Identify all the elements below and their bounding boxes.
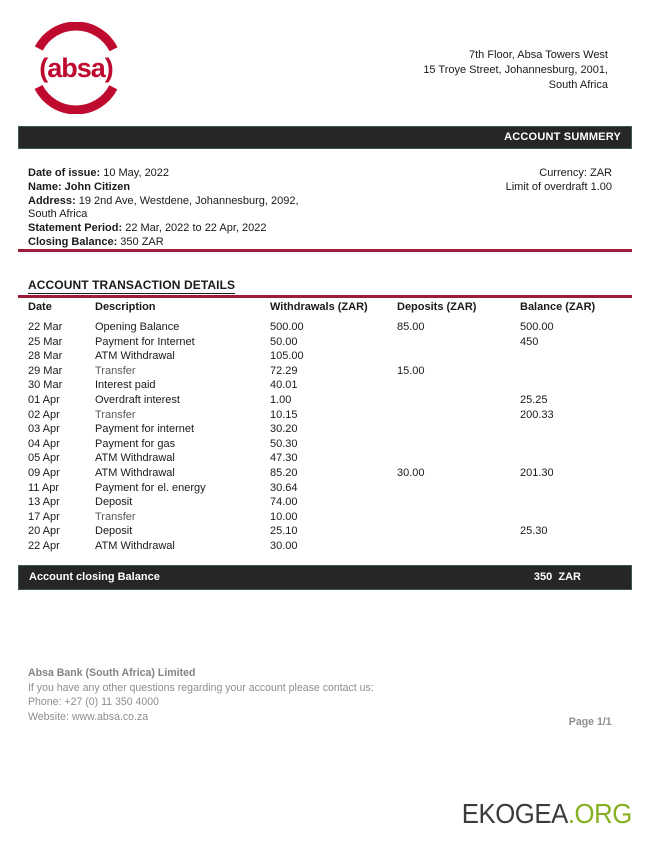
footer-bank-name: Absa Bank (South Africa) Limited	[28, 667, 196, 679]
cell-withdrawal: 50.00	[270, 335, 298, 348]
cell-balance	[520, 378, 632, 393]
table-row	[28, 378, 632, 393]
cell-date: 20 Apr	[28, 525, 60, 538]
table-row	[28, 466, 632, 481]
cell-deposit	[397, 524, 520, 539]
cell-date: 28 Mar	[28, 350, 63, 363]
table-row	[28, 408, 632, 423]
cell-balance: 201.30	[520, 466, 554, 479]
cell-balance	[520, 349, 632, 364]
cell-deposit	[397, 481, 520, 496]
cell-date: 11 Apr	[28, 481, 59, 494]
cell-balance: 25.25	[520, 393, 548, 406]
cell-withdrawal: 30.64	[270, 481, 298, 494]
cell-date: 30 Mar	[28, 379, 63, 392]
account-summary-bar-label: ACCOUNT SUMMERY	[504, 131, 621, 143]
cell-description: Payment for Internet	[95, 335, 195, 348]
column-header-deposits: Deposits (ZAR)	[397, 301, 477, 313]
footer-phone: Phone: +27 (0) 11 350 4000	[28, 696, 160, 708]
cell-withdrawal: 10.15	[270, 408, 298, 421]
bank-address-line: 15 Troye Street, Johannesburg, 2001,	[423, 64, 608, 76]
cell-withdrawal: 85.20	[270, 466, 298, 479]
cell-description: ATM Withdrawal	[95, 539, 175, 552]
currency-value: Currency: ZAR	[539, 167, 612, 179]
table-header-row	[28, 301, 632, 313]
name-value: John Citizen	[61, 180, 131, 193]
absa-logo-text: (absa)	[39, 52, 113, 83]
bank-address-line: 7th Floor, Absa Towers West	[469, 49, 608, 61]
cell-description: Payment for internet	[95, 423, 195, 436]
cell-deposit	[397, 378, 520, 393]
table-row	[28, 422, 632, 437]
statement-footer	[28, 666, 374, 724]
column-header-description: Description	[95, 301, 156, 313]
cell-description: Deposit	[95, 525, 133, 538]
cell-balance	[520, 364, 632, 379]
table-row	[28, 481, 632, 496]
cell-description: Overdraft interest	[95, 393, 180, 406]
cell-withdrawal: 47.30	[270, 452, 298, 465]
address-label: Address:	[28, 194, 76, 207]
absa-logo	[30, 22, 122, 114]
watermark-name: EKOGEA	[461, 798, 569, 829]
cell-description: Transfer	[95, 510, 136, 523]
name-row	[28, 181, 448, 195]
date-of-issue-value: 10 May, 2022	[100, 167, 170, 179]
cell-date: 13 Apr	[28, 496, 60, 509]
cell-date: 22 Apr	[28, 539, 60, 552]
cell-withdrawal: 40.01	[270, 379, 298, 392]
cell-deposit	[397, 335, 520, 350]
table-row	[28, 495, 632, 510]
address-value: 19 2nd Ave, Westdene, Johannesburg, 2092,	[75, 194, 299, 207]
closing-balance-row	[28, 236, 448, 250]
cell-description: Transfer	[95, 408, 136, 421]
cell-balance	[520, 451, 632, 466]
cell-balance: 500.00	[520, 321, 554, 333]
cell-description: ATM Withdrawal	[95, 452, 175, 465]
cell-description: ATM Withdrawal	[95, 350, 175, 363]
name-label: Name:	[28, 180, 62, 193]
table-row	[28, 524, 632, 539]
cell-withdrawal: 50.30	[270, 437, 298, 450]
cell-description: Deposit	[95, 496, 133, 509]
cell-date: 01 Apr	[28, 393, 60, 406]
cell-description: Transfer	[95, 364, 136, 377]
cell-date: 17 Apr	[28, 510, 60, 523]
table-row	[28, 320, 632, 335]
ekogea-watermark	[462, 798, 632, 830]
column-header-date: Date	[28, 301, 52, 313]
cell-balance	[520, 422, 632, 437]
cell-balance	[520, 495, 632, 510]
cell-balance: 450	[520, 335, 539, 348]
statement-summary	[28, 167, 448, 250]
watermark-tld: .ORG	[568, 798, 632, 829]
cell-description: Payment for gas	[95, 437, 176, 450]
cell-withdrawal: 74.00	[270, 496, 298, 509]
address-row-2: South Africa	[28, 208, 88, 221]
cell-withdrawal: 30.20	[270, 423, 298, 436]
cell-deposit: 30.00	[397, 466, 425, 479]
cell-deposit: 15.00	[397, 364, 425, 377]
footer-contact-line: If you have any other questions regarding your account please contact us:	[28, 681, 374, 694]
cell-withdrawal: 105.00	[270, 350, 304, 363]
cell-deposit	[397, 451, 520, 466]
page-number: Page 1/1	[569, 716, 612, 728]
cell-balance: 25.30	[520, 525, 548, 538]
column-header-withdrawals: Withdrawals (ZAR)	[270, 301, 368, 313]
statement-period-row	[28, 222, 448, 236]
cell-withdrawal: 25.10	[270, 525, 298, 538]
cell-date: 25 Mar	[28, 335, 63, 348]
cell-description: Payment for el. energy	[95, 481, 206, 494]
column-header-balance: Balance (ZAR)	[520, 301, 596, 313]
statement-period-value: 22 Mar, 2022 to 22 Apr, 2022	[122, 222, 267, 235]
cell-deposit	[397, 539, 520, 554]
closing-bar-label: Account closing Balance	[29, 571, 160, 583]
cell-balance	[520, 539, 632, 554]
cell-deposit	[397, 408, 520, 423]
cell-withdrawal: 10.00	[270, 510, 298, 523]
cell-deposit	[397, 393, 520, 408]
address-row	[28, 195, 448, 209]
cell-date: 05 Apr	[28, 452, 60, 465]
date-of-issue-label: Date of issue:	[28, 167, 101, 179]
account-summary-bar	[18, 126, 632, 149]
table-row	[28, 510, 632, 525]
table-row	[28, 364, 632, 379]
cell-deposit	[397, 510, 520, 525]
cell-balance: 200.33	[520, 408, 554, 421]
cell-balance	[520, 437, 632, 452]
cell-balance	[520, 481, 632, 496]
footer-website: Website: www.absa.co.za	[28, 710, 149, 723]
closing-bar-amount: 350 ZAR	[533, 571, 581, 583]
cell-date: 02 Apr	[28, 408, 60, 421]
overdraft-limit: Limit of overdraft 1.00	[505, 180, 612, 193]
cell-balance	[520, 510, 632, 525]
cell-deposit	[397, 495, 520, 510]
cell-date: 04 Apr	[28, 437, 60, 450]
cell-date: 29 Mar	[28, 364, 63, 377]
table-row	[28, 539, 632, 554]
table-row	[28, 349, 632, 364]
cell-withdrawal: 72.29	[270, 364, 298, 377]
statement-period-label: Statement Period:	[28, 222, 123, 235]
closing-balance-value: 350 ZAR	[117, 235, 164, 248]
closing-balance-label: Closing Balance:	[28, 235, 118, 248]
divider-line	[18, 295, 632, 298]
cell-description: Opening Balance	[95, 321, 180, 333]
cell-deposit	[397, 349, 520, 364]
date-of-issue-row	[28, 167, 448, 181]
table-row	[28, 335, 632, 350]
table-row	[28, 451, 632, 466]
cell-date: 03 Apr	[28, 423, 60, 436]
bank-address-block	[423, 48, 608, 93]
table-row	[28, 393, 632, 408]
cell-withdrawal: 1.00	[270, 393, 292, 406]
currency-block	[506, 167, 612, 195]
transactions-title: ACCOUNT TRANSACTION DETAILS	[28, 278, 236, 292]
cell-deposit	[397, 422, 520, 437]
cell-description: ATM Withdrawal	[95, 466, 175, 479]
cell-date: 22 Mar	[28, 321, 63, 333]
table-row	[28, 437, 632, 452]
transaction-rows	[28, 320, 632, 554]
cell-withdrawal: 30.00	[270, 539, 298, 552]
divider-line	[18, 249, 632, 252]
cell-deposit	[397, 437, 520, 452]
cell-description: Interest paid	[95, 379, 156, 392]
cell-date: 09 Apr	[28, 466, 60, 479]
cell-deposit: 85.00	[397, 321, 425, 333]
cell-withdrawal: 500.00	[270, 321, 304, 333]
account-closing-bar	[18, 565, 632, 590]
bank-address-line: South Africa	[548, 79, 608, 91]
